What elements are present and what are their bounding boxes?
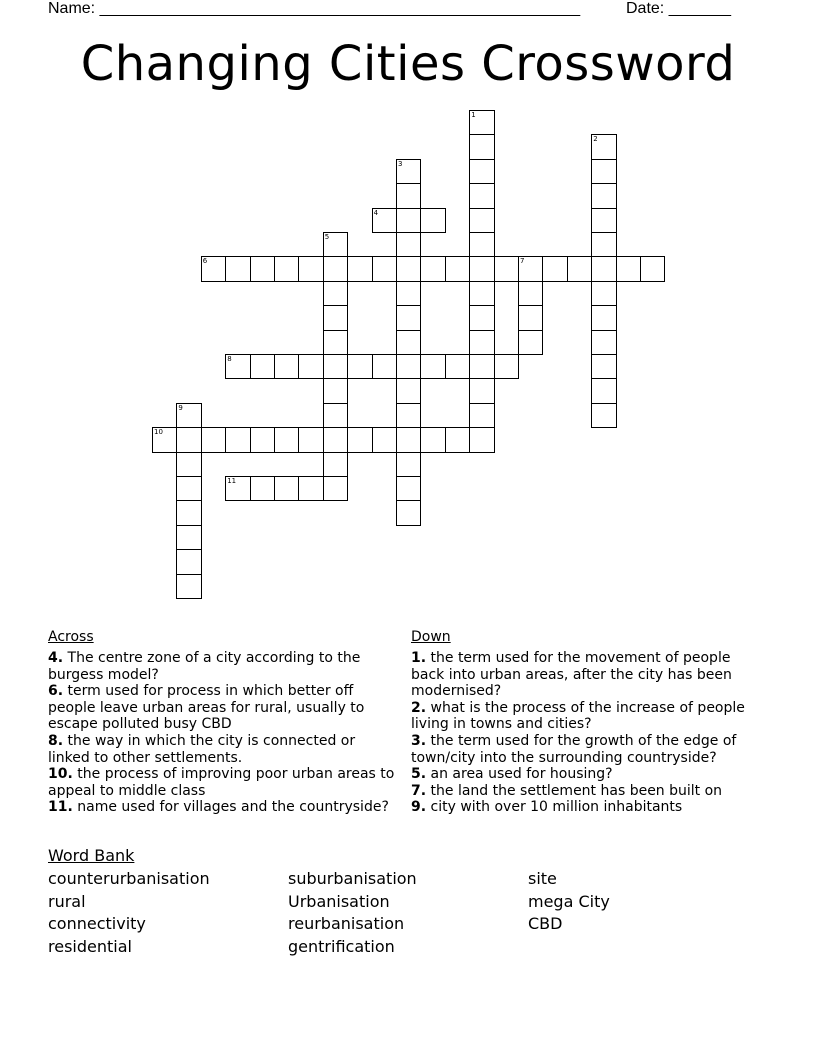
grid-cell[interactable] <box>176 452 201 477</box>
down-clues <box>411 629 761 816</box>
grid-cell[interactable] <box>201 427 226 452</box>
grid-cell[interactable] <box>591 378 616 403</box>
grid-cell[interactable] <box>396 354 421 379</box>
word-bank-column-2 <box>288 868 417 959</box>
clue-number: 6 <box>202 257 208 266</box>
grid-cell[interactable] <box>274 476 299 501</box>
clue-text: what is the process of the increase of people living in towns and cities? <box>411 699 745 733</box>
grid-cell[interactable] <box>274 354 299 379</box>
grid-cell[interactable] <box>542 256 567 281</box>
grid-cell[interactable] <box>176 574 201 599</box>
clue-number: 2 <box>593 135 598 144</box>
clue-text: the term used for the movement of people back into urban areas, after the city has been modernised? <box>411 650 732 700</box>
grid-cell[interactable] <box>518 256 543 281</box>
grid-cell[interactable] <box>274 427 299 452</box>
grid-cell[interactable] <box>396 256 421 281</box>
grid-cell[interactable] <box>420 256 445 281</box>
clue-number: 11 <box>227 477 237 485</box>
word-bank-item: residential <box>48 937 132 957</box>
grid-cell[interactable] <box>396 232 421 257</box>
grid-cell[interactable] <box>494 256 519 281</box>
grid-cell[interactable] <box>396 208 421 233</box>
grid-cell[interactable] <box>469 378 494 403</box>
grid-cell[interactable] <box>323 378 348 403</box>
clue-number: 10 <box>154 428 163 437</box>
word-bank-column-3 <box>528 868 610 936</box>
grid-cell[interactable] <box>347 427 372 452</box>
grid-cell[interactable] <box>372 354 397 379</box>
grid-cell[interactable] <box>250 427 275 452</box>
grid-cell[interactable] <box>176 500 201 525</box>
grid-cell[interactable] <box>396 159 421 184</box>
clue-text: the land the settlement has been built on <box>426 782 723 799</box>
clue-number: 3 <box>398 159 403 168</box>
grid-cell[interactable] <box>298 354 323 379</box>
down-clue <box>411 783 761 800</box>
grid-cell[interactable] <box>396 330 421 355</box>
clue-number-label: 8. <box>48 732 64 749</box>
grid-cell[interactable] <box>274 256 299 281</box>
grid-cell[interactable] <box>469 354 494 379</box>
clue-number-label: 1. <box>411 650 427 666</box>
clue-number: 7 <box>520 257 525 266</box>
grid-cell[interactable] <box>445 427 470 452</box>
clue-number-label: 10. <box>48 766 73 783</box>
clue-number: 9 <box>178 403 183 412</box>
grid-cell[interactable] <box>298 427 323 452</box>
clue-number-label: 2. <box>411 699 427 716</box>
clue-text: The centre zone of a city according to the burgess model? <box>48 650 361 683</box>
grid-cell[interactable] <box>298 476 323 501</box>
grid-cell[interactable] <box>445 354 470 379</box>
grid-cell[interactable] <box>396 378 421 403</box>
grid-cell[interactable] <box>591 232 616 257</box>
grid-cell[interactable] <box>323 427 348 452</box>
word-bank-item: mega City <box>528 891 610 911</box>
grid-cell[interactable] <box>396 183 421 208</box>
grid-cell[interactable] <box>469 208 494 233</box>
word-bank-item: reurbanisation <box>288 914 405 934</box>
grid-cell[interactable] <box>225 476 250 501</box>
grid-cell[interactable] <box>420 427 445 452</box>
clue-number: 4 <box>373 208 379 217</box>
grid-cell[interactable] <box>396 403 421 428</box>
clue-number: 8 <box>227 355 232 363</box>
grid-cell[interactable] <box>469 256 494 281</box>
grid-cell[interactable] <box>323 354 348 379</box>
grid-cell[interactable] <box>518 281 543 306</box>
grid-cell[interactable] <box>250 256 275 281</box>
across-clue <box>48 799 400 816</box>
date-field-label[interactable]: Date: _______ <box>626 0 731 17</box>
grid-cell[interactable] <box>176 549 201 574</box>
grid-cell[interactable] <box>396 476 421 501</box>
down-clue <box>411 799 761 816</box>
clue-text: name used for villages and the countryside? <box>72 799 389 816</box>
grid-cell[interactable] <box>469 110 494 135</box>
clue-number-label: 5. <box>411 766 427 783</box>
name-field-label[interactable]: Name: ______________________________________________________ <box>48 0 581 17</box>
across-clue-list <box>48 650 400 816</box>
grid-cell[interactable] <box>469 183 494 208</box>
grid-cell[interactable] <box>469 232 494 257</box>
grid-cell[interactable] <box>347 354 372 379</box>
grid-cell[interactable] <box>372 208 397 233</box>
down-clue <box>411 650 761 700</box>
down-heading: Down <box>411 629 451 645</box>
across-clue <box>48 766 400 799</box>
grid-cell[interactable] <box>591 134 616 159</box>
grid-cell[interactable] <box>567 256 592 281</box>
word-bank-item: counterurbanisation <box>48 869 210 888</box>
clue-number: 1 <box>471 111 476 119</box>
across-clue <box>48 733 400 766</box>
grid-cell[interactable] <box>591 183 616 208</box>
grid-cell[interactable] <box>323 476 348 501</box>
word-bank-item: site <box>528 869 557 888</box>
grid-cell[interactable] <box>396 500 421 525</box>
grid-cell[interactable] <box>469 134 494 159</box>
clue-text: the term used for the growth of the edge of town/city into the surrounding countryside? <box>411 732 737 766</box>
word-bank-column-1 <box>48 868 210 959</box>
grid-cell[interactable] <box>591 305 616 330</box>
down-clue-list <box>411 650 761 816</box>
grid-cell[interactable] <box>176 476 201 501</box>
down-clue <box>411 700 761 733</box>
word-bank-item: gentrification <box>288 937 395 957</box>
grid-cell[interactable] <box>396 281 421 306</box>
grid-cell[interactable] <box>469 159 494 184</box>
grid-cell[interactable] <box>298 256 323 281</box>
grid-cell[interactable] <box>176 525 201 550</box>
grid-cell[interactable] <box>591 208 616 233</box>
grid-cell[interactable] <box>469 281 494 306</box>
grid-cell[interactable] <box>591 354 616 379</box>
clue-number: 5 <box>324 233 330 241</box>
page-title: Changing Cities Crossword <box>80 36 736 92</box>
grid-cell[interactable] <box>323 256 348 281</box>
grid-cell[interactable] <box>591 330 616 355</box>
grid-cell[interactable] <box>591 281 616 306</box>
grid-cell[interactable] <box>518 330 543 355</box>
grid-cell[interactable] <box>591 403 616 428</box>
grid-cell[interactable] <box>372 256 397 281</box>
grid-cell[interactable] <box>396 305 421 330</box>
grid-cell[interactable] <box>225 427 250 452</box>
grid-cell[interactable] <box>469 330 494 355</box>
grid-cell[interactable] <box>591 256 616 281</box>
grid-cell[interactable] <box>420 354 445 379</box>
clue-number-label: 9. <box>411 799 427 816</box>
grid-cell[interactable] <box>591 159 616 184</box>
grid-cell[interactable] <box>250 354 275 379</box>
across-clues <box>48 629 400 816</box>
grid-cell[interactable] <box>445 256 470 281</box>
down-clue <box>411 733 761 766</box>
grid-cell[interactable] <box>372 427 397 452</box>
grid-cell[interactable] <box>176 427 201 452</box>
grid-cell[interactable] <box>469 305 494 330</box>
word-bank-item: suburbanisation <box>288 869 417 888</box>
word-bank-heading: Word Bank <box>48 846 135 865</box>
across-clue <box>48 650 400 683</box>
clue-text: term used for process in which better off people leave urban areas for rural, usually to escape polluted busy CBD <box>48 683 365 733</box>
clue-text: the way in which the city is connected or linked to other settlements. <box>48 732 356 766</box>
word-bank-item: rural <box>48 891 86 911</box>
clue-number-label: 11. <box>48 799 73 816</box>
grid-cell[interactable] <box>323 330 348 355</box>
clue-text: city with over 10 million inhabitants <box>426 799 683 816</box>
grid-cell[interactable] <box>396 452 421 477</box>
grid-cell[interactable] <box>640 256 665 281</box>
grid-cell[interactable] <box>323 305 348 330</box>
grid-cell[interactable] <box>396 427 421 452</box>
grid-cell[interactable] <box>323 281 348 306</box>
grid-cell[interactable] <box>323 452 348 477</box>
clue-number-label: 4. <box>48 650 64 666</box>
grid-cell[interactable] <box>518 305 543 330</box>
grid-cell[interactable] <box>469 403 494 428</box>
clue-number-label: 7. <box>411 782 427 799</box>
grid-cell[interactable] <box>201 256 226 281</box>
word-bank-item: Urbanisation <box>288 891 390 911</box>
grid-cell[interactable] <box>494 354 519 379</box>
grid-cell[interactable] <box>323 232 348 257</box>
clue-text: an area used for housing? <box>426 766 613 783</box>
grid-cell[interactable] <box>347 256 372 281</box>
grid-cell[interactable] <box>616 256 641 281</box>
clue-number-label: 6. <box>48 683 64 700</box>
across-clue <box>48 683 400 733</box>
grid-cell[interactable] <box>469 427 494 452</box>
word-bank-item: connectivity <box>48 914 146 934</box>
grid-cell[interactable] <box>323 403 348 428</box>
across-heading: Across <box>48 629 94 645</box>
grid-cell[interactable] <box>176 403 201 428</box>
down-clue <box>411 766 761 783</box>
grid-cell[interactable] <box>152 427 177 452</box>
grid-cell[interactable] <box>420 208 445 233</box>
grid-cell[interactable] <box>225 354 250 379</box>
grid-cell[interactable] <box>225 256 250 281</box>
word-bank-item: CBD <box>528 914 563 934</box>
clue-text: the process of improving poor urban areas to appeal to middle class <box>48 766 395 799</box>
clue-number-label: 3. <box>411 732 427 749</box>
grid-cell[interactable] <box>250 476 275 501</box>
